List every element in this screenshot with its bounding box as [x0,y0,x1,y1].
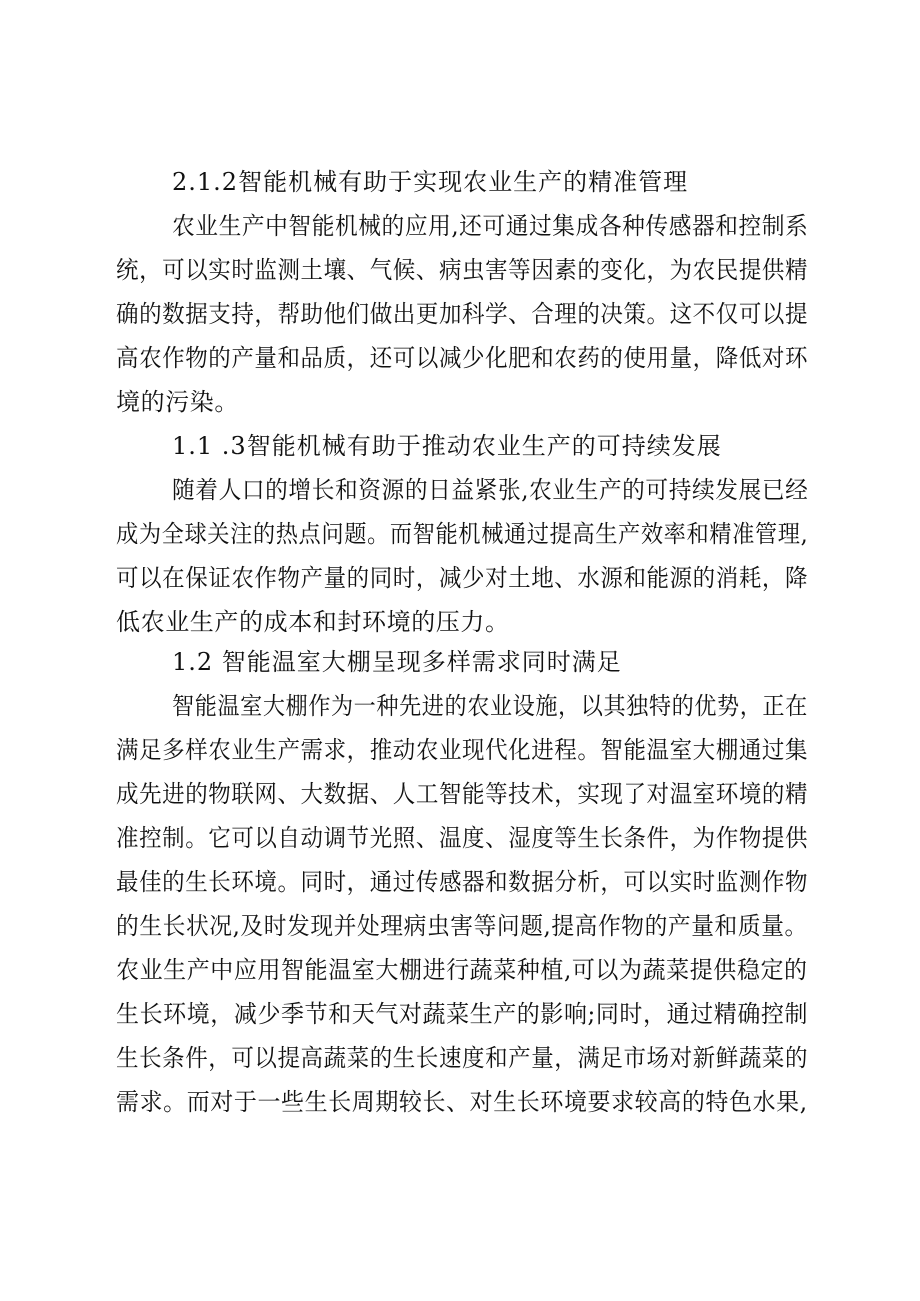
paragraph-line [0,384,920,420]
section-heading [0,164,920,200]
paragraph-text: 智能温室大棚作为一种先进的农业设施，以其独特的优势，正在 [172,692,808,720]
section-heading-text: 1.1 .3智能机械有助于推动农业生产的可持续发展 [172,432,722,460]
paragraph-line [0,252,920,288]
paragraph-line [0,560,920,596]
paragraph-line [0,296,920,332]
paragraph-line [0,864,920,900]
paragraph-line [0,208,920,244]
section-heading [0,644,920,680]
paragraph-text: 满足多样农业生产需求，推动农业现代化进程。智能温室大棚通过集 [116,736,809,764]
paragraph-text: 高农作物的产量和品质，还可以减少化肥和农药的使用量，降低对环 [116,344,809,372]
paragraph-text: 准控制。它可以自动调节光照、温度、湿度等生长条件，为作物提供 [116,824,809,852]
paragraph-text: 生长条件，可以提高蔬菜的生长速度和产量，满足市场对新鲜蔬菜的 [116,1044,809,1072]
paragraph-line [0,776,920,812]
paragraph-line [0,688,920,724]
section-heading-text: 1.2 智能温室大棚呈现多样需求同时满足 [172,648,622,676]
paragraph-text: 境的污染。 [116,388,239,416]
paragraph-text: 农业生产中应用智能温室大棚进行蔬菜种植,可以为蔬菜提供稳定的 [116,956,808,984]
paragraph-text: 最佳的生长环境。同时，通过传感器和数据分析，可以实时监测作物 [116,868,809,896]
section-heading [0,428,920,464]
paragraph-text: 农业生产中智能机械的应用,还可通过集成各种传感器和控制系 [172,212,809,240]
paragraph-text: 需求。而对于一些生长周期较长、对生长环境要求较高的特色水果, [116,1088,808,1116]
paragraph-line [0,472,920,508]
paragraph-line [0,604,920,640]
paragraph-line [0,820,920,856]
paragraph-line [0,952,920,988]
paragraph-line [0,516,920,552]
paragraph-text: 低农业生产的成本和封环境的压力。 [116,608,510,636]
section-heading-text: 2.1.2智能机械有助于实现农业生产的精准管理 [172,168,689,196]
paragraph-text: 可以在保证农作物产量的同时，减少对土地、水源和能源的消耗，降 [116,564,809,592]
paragraph-line [0,1040,920,1076]
paragraph-text: 随着人口的增长和资源的日益紧张,农业生产的可持续发展已经 [172,476,809,504]
paragraph-line [0,1084,920,1120]
paragraph-text: 成先进的物联网、大数据、人工智能等技术，实现了对温室环境的精 [116,780,809,808]
paragraph-line [0,340,920,376]
paragraph-text: 生长环境，减少季节和天气对蔬菜生产的影响;同时，通过精确控制 [116,1000,809,1028]
paragraph-line [0,996,920,1032]
paragraph-line [0,732,920,768]
paragraph-text: 确的数据支持，帮助他们做出更加科学、合理的决策。这不仅可以提 [116,300,809,328]
paragraph-line [0,908,920,944]
paragraph-text: 的生长状况,及时发现并处理病虫害等问题,提高作物的产量和质量。 [116,912,808,940]
paragraph-text: 成为全球关注的热点问题。而智能机械通过提高生产效率和精准管理, [116,520,809,548]
paragraph-text: 统，可以实时监测土壤、气候、病虫害等因素的变化，为农民提供精 [116,256,809,284]
